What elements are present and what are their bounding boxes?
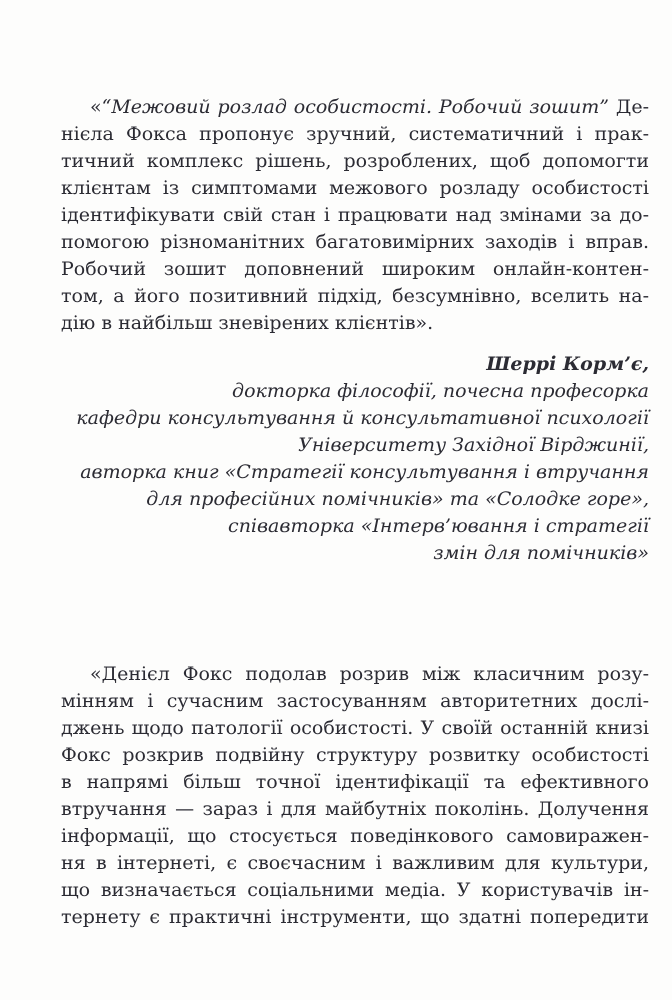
quote-line: інформації, що стосується поведінкового самовиражен- xyxy=(61,825,649,847)
quote-line: джень щодо патології особистості. У своїй останній книзі xyxy=(61,717,649,739)
reviewer-credential-line: кафедри консультування й консультативної психології xyxy=(76,407,649,429)
quote-line: тичний комплекс рішень, розроблених, щоб допомогти xyxy=(61,150,649,172)
reviewer-credential-line: співавторка «Інтерв’ювання і стратегії xyxy=(228,515,649,537)
reviewer-credential-line: для професійних помічників» та «Солодке горе», xyxy=(146,488,649,510)
quote-line-tail: Де- xyxy=(609,96,649,118)
book-title-italic: “Межовий розлад особистості. Робочий зошит” xyxy=(101,96,610,118)
testimonial-quote-2 xyxy=(61,661,649,931)
reviewer-name: Шеррі Корм’є, xyxy=(486,353,649,375)
quote-line: в напрямі більш точної ідентифікації та ефективного xyxy=(61,771,649,793)
quote-line: Фокс розкрив подвійну структуру розвитку особистості xyxy=(61,744,649,766)
quote-line: тернету є практичні інструменти, що здатні попередити xyxy=(61,906,649,928)
quote-line: ня в інтернеті, є своєчасним і важливим для культури, xyxy=(61,852,649,874)
quote-line: ідентифікувати свій стан і працювати над змінами за до- xyxy=(61,204,649,226)
quote-line: «Денієл Фокс подолав розрив між класичним розу- xyxy=(90,663,649,685)
quote-line: що визначається соціальними медіа. У користувачів ін- xyxy=(61,879,649,901)
quote-line: помогою різноманітних багатовимірних заходів і вправ. xyxy=(61,231,649,253)
quote-line: втручання — зараз і для майбутніх поколінь. Долучення xyxy=(61,798,649,820)
quote-line: Робочий зошит доповнений широким онлайн-контен- xyxy=(61,258,649,280)
quote-line xyxy=(61,94,649,121)
quote-line: нієла Фокса пропонує зручний, систематичний і прак- xyxy=(61,123,649,145)
reviewer-credential-line: змін для помічників» xyxy=(433,542,649,564)
reviewer-credential-line: докторка філософії, почесна професорка xyxy=(232,380,649,402)
opening-guillemet: « xyxy=(90,96,102,118)
quote-line: том, а його позитивний підхід, безсумнівно, вселить на- xyxy=(61,285,649,307)
reviewer-attribution xyxy=(61,351,649,567)
quote-line: мінням і сучасним застосуванням авторитетних дослі- xyxy=(61,690,649,712)
quote-line: дію в найбільш зневірених клієнтів». xyxy=(61,312,434,334)
testimonial-quote-1 xyxy=(61,94,649,337)
reviewer-credential-line: авторка книг «Стратегії консультування і втручання xyxy=(80,461,649,483)
quote-line: клієнтам із симптомами межового розладу особистості xyxy=(61,177,649,199)
reviewer-credential-line: Університету Західної Вірджинії, xyxy=(298,434,649,456)
